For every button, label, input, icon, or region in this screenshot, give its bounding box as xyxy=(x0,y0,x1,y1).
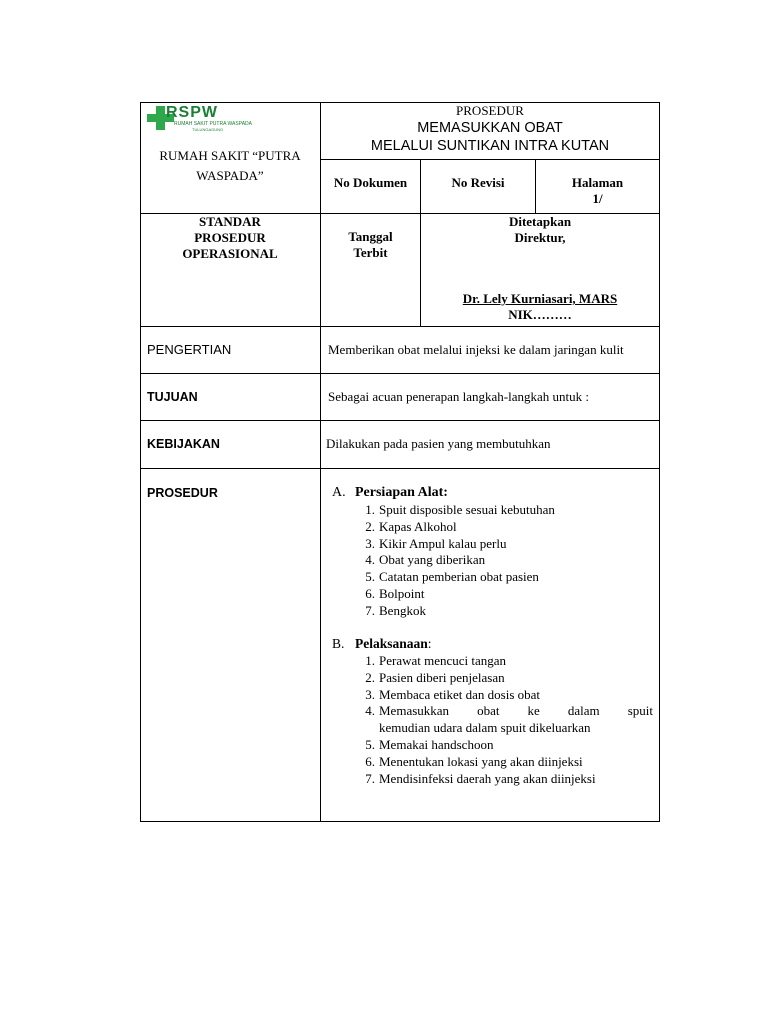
ditetapkan-text: Ditetapkan xyxy=(508,214,572,229)
hospital-name-line2: WASPADA” xyxy=(196,168,264,183)
halaman-label: Halaman xyxy=(571,175,624,190)
hospital-name xyxy=(140,146,320,186)
no-revisi-label: No Revisi xyxy=(451,175,505,190)
list-item-text: Membaca etiket dan dosis obat xyxy=(379,686,541,702)
section-a-heading xyxy=(332,485,448,501)
kebijakan-text: Dilakukan pada pasien yang membutuhkan xyxy=(326,436,551,451)
spo-label xyxy=(140,214,320,262)
table-divider-main xyxy=(320,102,321,822)
list-item xyxy=(355,670,653,687)
list-item-number: 1. xyxy=(365,502,375,517)
pelaksanaan-list xyxy=(355,653,653,787)
list-item xyxy=(355,771,653,788)
list-item-number: 3. xyxy=(365,535,375,551)
table-border-right xyxy=(659,102,660,822)
list-item-number: 2. xyxy=(365,518,375,534)
list-item-text: Obat yang diberikan xyxy=(379,552,486,568)
list-item-text: Kapas Alkohol xyxy=(379,518,457,534)
list-item-text: Pasien diberi penjelasan xyxy=(379,669,505,685)
pengertian-label: PENGERTIAN xyxy=(147,342,232,357)
spo-line1: STANDAR xyxy=(199,214,261,229)
table-border-bottom xyxy=(140,821,660,822)
kebijakan-label: KEBIJAKAN xyxy=(147,437,220,451)
list-item-text: Spuit disposible sesuai kebutuhan xyxy=(379,502,555,517)
list-item-text: Menentukan lokasi yang akan diinjeksi xyxy=(379,753,583,769)
list-item-number: 1. xyxy=(365,653,375,668)
list-item-text: Perawat mencuci tangan xyxy=(379,653,507,668)
list-item-number: 4. xyxy=(365,552,375,568)
tanggal-terbit xyxy=(321,229,420,261)
hospital-name-line1: RUMAH SAKIT “PUTRA xyxy=(159,148,301,163)
list-item xyxy=(355,703,653,737)
list-item-text: Mendisinfeksi daerah yang akan diinjeksi xyxy=(379,770,596,786)
list-item xyxy=(355,569,653,586)
logo-brand: RSPW xyxy=(166,104,218,121)
list-item-continuation: kemudian udara dalam spuit dikeluarkan xyxy=(379,720,591,736)
signatory-block xyxy=(421,291,659,323)
list-item-text: Memakai handschoon xyxy=(379,736,494,752)
list-item xyxy=(355,687,653,704)
tujuan-text: Sebagai acuan penerapan langkah-langkah untuk : xyxy=(328,389,589,404)
prosedur-label: PROSEDUR xyxy=(147,486,218,500)
table-row-line xyxy=(140,373,660,374)
list-item-number: 5. xyxy=(365,736,375,752)
list-item-number: 7. xyxy=(365,770,375,786)
signatory-name: Dr. Lely Kurniasari, MARS xyxy=(462,291,618,306)
list-item-text: Memasukkan obat ke dalam spuit xyxy=(379,703,653,719)
list-item xyxy=(355,536,653,553)
halaman-cell xyxy=(536,175,659,207)
tujuan-label: TUJUAN xyxy=(147,390,198,404)
list-item-text: Bengkok xyxy=(379,602,426,618)
list-item-number: 6. xyxy=(365,753,375,769)
tanggal-line1: Tanggal xyxy=(348,229,393,244)
table-border-left xyxy=(140,102,141,822)
list-item-text: Bolpoint xyxy=(379,585,425,601)
hospital-logo xyxy=(146,104,256,134)
title-line2: MELALUI SUNTIKAN INTRA KUTAN xyxy=(370,138,610,154)
section-b-marker: B. xyxy=(332,636,345,651)
list-item-number: 4. xyxy=(365,703,375,719)
list-item-text: Catatan pemberian obat pasien xyxy=(379,569,539,585)
doc-type: PROSEDUR xyxy=(456,103,524,118)
list-item xyxy=(355,502,653,519)
table-row-line xyxy=(320,159,660,160)
persiapan-alat-list xyxy=(355,502,653,620)
no-dokumen-label: No Dokumen xyxy=(333,175,408,190)
table-row-line xyxy=(140,468,660,469)
direktur-text: Direktur, xyxy=(514,230,566,245)
section-b-colon: : xyxy=(427,636,432,651)
section-b-heading xyxy=(332,636,432,652)
logo-tagline: RUMAH SAKIT PUTRA WASPADA xyxy=(174,121,252,127)
list-item xyxy=(355,586,653,603)
table-row-line xyxy=(140,326,660,327)
list-item-text: Kikir Ampul kalau perlu xyxy=(379,535,507,551)
list-item-number: 6. xyxy=(365,585,375,601)
halaman-value: 1/ xyxy=(592,191,603,206)
section-b-title: Pelaksanaan xyxy=(355,636,428,651)
signatory-nik: NIK……… xyxy=(508,307,572,322)
list-item-number: 7. xyxy=(365,602,375,618)
spo-line3: OPERASIONAL xyxy=(182,246,278,261)
list-item xyxy=(355,519,653,536)
tanggal-line2: Terbit xyxy=(353,245,388,260)
section-a-marker: A. xyxy=(332,485,346,500)
title-line1: MEMASUKKAN OBAT xyxy=(417,120,563,136)
list-item xyxy=(355,603,653,620)
list-item-number: 2. xyxy=(365,669,375,685)
ditetapkan-block xyxy=(421,214,659,246)
list-item xyxy=(355,737,653,754)
table-row-line xyxy=(140,420,660,421)
section-a-title: Persiapan Alat: xyxy=(355,485,448,500)
spo-line2: PROSEDUR xyxy=(194,230,266,245)
pengertian-text: Memberikan obat melalui injeksi ke dalam jaringan kulit xyxy=(328,342,624,357)
list-item xyxy=(355,754,653,771)
list-item xyxy=(355,552,653,569)
list-item xyxy=(355,653,653,670)
list-item-number: 5. xyxy=(365,569,375,585)
document-title-block xyxy=(321,103,659,156)
list-item-number: 3. xyxy=(365,686,375,702)
logo-city: TULUNGAGUNG xyxy=(192,127,224,132)
